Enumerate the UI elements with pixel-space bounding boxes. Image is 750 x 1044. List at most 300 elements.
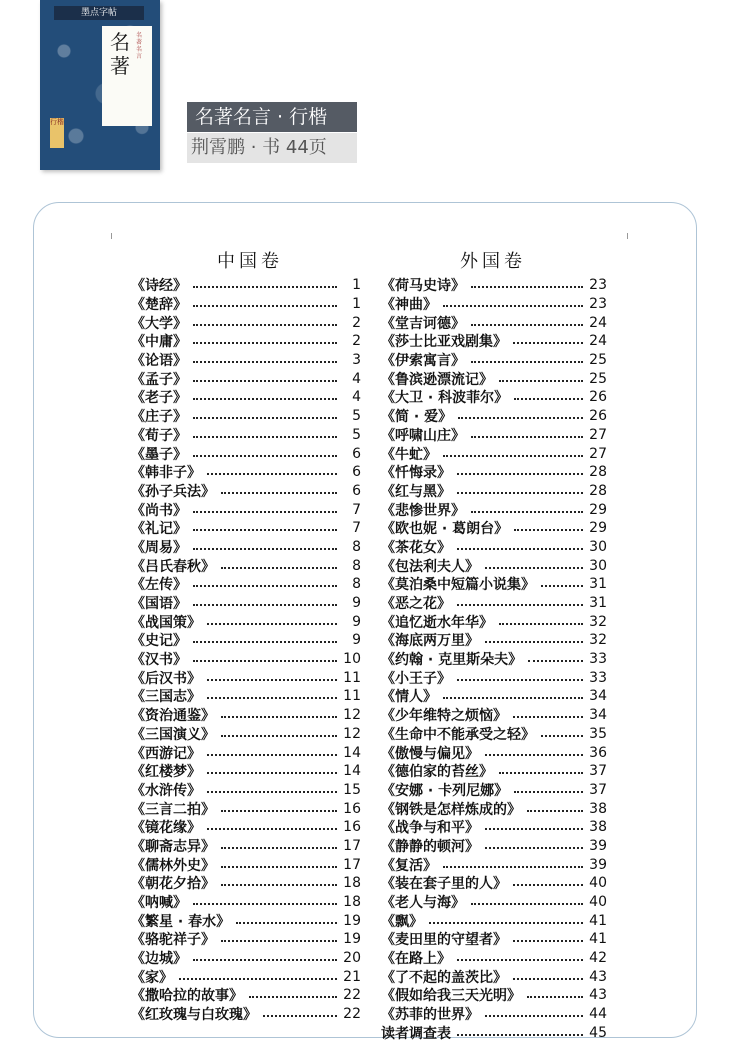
toc-entry (381, 706, 607, 725)
toc-entry (131, 1005, 361, 1024)
toc-entry-leader (207, 791, 337, 793)
toc-entry-title: 《家》 (131, 969, 173, 986)
toc-entry-page: 43 (589, 968, 607, 985)
toc-entry-leader (193, 585, 337, 587)
toc-entry (381, 930, 607, 949)
toc-entry (381, 332, 607, 351)
toc-entry-leader (221, 735, 337, 737)
toc-entry-page: 37 (589, 763, 607, 780)
toc-entry (131, 949, 361, 968)
toc-entry-page: 33 (589, 669, 607, 686)
toc-entry-leader (485, 567, 583, 569)
toc-entry-title: 《后汉书》 (131, 670, 201, 687)
toc-entry-leader (221, 716, 337, 718)
toc-entry (131, 351, 361, 370)
toc-entry-page: 25 (589, 352, 607, 369)
toc-entry-page: 31 (589, 595, 607, 612)
toc-entry-title: 《荷马史诗》 (381, 278, 465, 295)
toc-entry-page: 37 (589, 781, 607, 798)
toc-entry (131, 986, 361, 1005)
book-cover-tag: 行楷 (50, 118, 64, 148)
toc-entry-page: 22 (343, 987, 361, 1004)
toc-entry-title: 《麦田里的守望者》 (381, 932, 507, 949)
toc-entry-leader (457, 548, 583, 550)
toc-entry-title: 《静静的顿河》 (381, 838, 479, 855)
toc-entry-title: 《边城》 (131, 951, 187, 968)
toc-entry-page: 1 (352, 277, 361, 294)
toc-entry-title: 《钢铁是怎样炼成的》 (381, 801, 521, 818)
toc-entry (381, 986, 607, 1005)
toc-entry (131, 332, 361, 351)
toc-entry-page: 17 (343, 837, 361, 854)
toc-entry-title: 《汉书》 (131, 652, 187, 669)
toc-entry-title: 《情人》 (381, 689, 437, 706)
toc-entry-page: 25 (589, 370, 607, 387)
toc-entry-page: 32 (589, 632, 607, 649)
toc-entry-page: 27 (589, 426, 607, 443)
toc-entry-page: 42 (589, 950, 607, 967)
toc-entry (131, 799, 361, 818)
toc-entry-title: 《傲慢与偏见》 (381, 745, 479, 762)
toc-entry (131, 594, 361, 613)
toc-entry-leader (193, 641, 337, 643)
toc-entry (381, 687, 607, 706)
toc-entry-page: 41 (589, 931, 607, 948)
toc-entry (131, 575, 361, 594)
toc-entry-title: 《小王子》 (381, 670, 451, 687)
toc-entry-page: 2 (352, 333, 361, 350)
toc-entry-page: 8 (352, 538, 361, 555)
book-cover-panel (102, 26, 152, 126)
toc-entry-title: 《红与黑》 (381, 483, 451, 500)
toc-entry-title: 《撒哈拉的故事》 (131, 988, 243, 1005)
toc-entry-page: 39 (589, 837, 607, 854)
toc-entry-leader (207, 473, 337, 475)
toc-entry-leader (457, 473, 583, 475)
toc-entry-leader (193, 286, 337, 288)
toc-entry-title: 《呼啸山庄》 (381, 427, 465, 444)
toc-entry-leader (541, 585, 583, 587)
toc-entry (131, 855, 361, 874)
toc-entry-title: 《资治通鉴》 (131, 708, 215, 725)
toc-entry-page: 9 (352, 632, 361, 649)
toc-entry-page: 23 (589, 296, 607, 313)
toc-entry-page: 31 (589, 576, 607, 593)
toc-entry-title: 《墨子》 (131, 446, 187, 463)
toc-entry-leader (193, 398, 337, 400)
toc-entry-leader (513, 884, 583, 886)
toc-entry-title: 《牛虻》 (381, 446, 437, 463)
toc-entry (381, 351, 607, 370)
toc-entry (381, 444, 607, 463)
toc-entry-title: 《约翰 · 克里斯朵夫》 (381, 652, 523, 669)
toc-entry-page: 6 (352, 482, 361, 499)
toc-entry (381, 949, 607, 968)
toc-entry-title: 《三国志》 (131, 689, 201, 706)
toc-entry-page: 30 (589, 538, 607, 555)
toc-entry-leader (485, 754, 583, 756)
toc-entry-title: 《莫泊桑中短篇小说集》 (381, 577, 535, 594)
book-cover-subtitle: 名著名言 (136, 32, 143, 60)
toc-entry-title: 《欧也妮 · 葛朗台》 (381, 521, 509, 538)
toc-entry-title: 《儒林外史》 (131, 857, 215, 874)
toc-entry (381, 818, 607, 837)
toc-entry (381, 1024, 607, 1043)
toc-entry-page: 2 (352, 314, 361, 331)
toc-entry-leader (471, 324, 583, 326)
toc-entry-page: 27 (589, 445, 607, 462)
toc-entry-leader (458, 417, 583, 419)
toc-entry-title: 《三言二拍》 (131, 801, 215, 818)
toc-entry (381, 482, 607, 501)
toc-entry-leader (207, 828, 337, 830)
toc-entry-page: 14 (343, 763, 361, 780)
toc-entry-leader (221, 810, 337, 812)
toc-entry-page: 44 (589, 1006, 607, 1023)
toc-entry-page: 26 (589, 389, 607, 406)
toc-entry-page: 12 (343, 707, 361, 724)
toc-entry-title: 《安娜 · 卡列尼娜》 (381, 782, 509, 799)
toc-entry-leader (457, 1034, 583, 1036)
toc-entry-title: 《飘》 (381, 913, 423, 930)
toc-entry-page: 29 (589, 501, 607, 518)
toc-entry-title: 《复活》 (381, 857, 437, 874)
toc-entry-title: 《包法利夫人》 (381, 558, 479, 575)
toc-entry (131, 967, 361, 986)
toc-entry-leader (485, 847, 583, 849)
toc-entry-page: 10 (343, 651, 361, 668)
toc-entry-page: 16 (343, 800, 361, 817)
toc-entry-leader (514, 529, 583, 531)
toc-entry (381, 893, 607, 912)
toc-entry-leader (193, 342, 337, 344)
toc-entry-page: 39 (589, 856, 607, 873)
toc-entry-page: 7 (352, 520, 361, 537)
toc-entry-title: 读者调查表 (381, 1025, 451, 1042)
toc-entry-title: 《德伯家的苔丝》 (381, 764, 493, 781)
toc-entry-title: 《骆驼祥子》 (131, 932, 215, 949)
toc-entry-page: 38 (589, 819, 607, 836)
toc-entry-title: 《莎士比亚戏剧集》 (381, 334, 507, 351)
toc-entry-page: 22 (343, 1006, 361, 1023)
toc-entry (131, 762, 361, 781)
toc-entry-leader (221, 884, 337, 886)
toc-entry-page: 34 (589, 707, 607, 724)
toc-entry-page: 24 (589, 314, 607, 331)
toc-entry-title: 《繁星 · 春水》 (131, 913, 231, 930)
toc-entry (381, 612, 607, 631)
toc-entry-leader (471, 436, 583, 438)
toc-entry (131, 743, 361, 762)
toc-entry (131, 369, 361, 388)
toc-entry-leader (236, 922, 337, 924)
toc-entry (381, 967, 607, 986)
toc-entry-title: 《装在套子里的人》 (381, 876, 507, 893)
toc-entry (131, 725, 361, 744)
toc-entry (381, 295, 607, 314)
toc-entry-leader (193, 604, 337, 606)
toc-entry (131, 612, 361, 631)
toc-entry-leader (221, 866, 337, 868)
toc-entry-page: 29 (589, 520, 607, 537)
toc-entry-title: 《战国策》 (131, 614, 201, 631)
toc-entry-page: 15 (343, 781, 361, 798)
toc-entry-page: 9 (352, 595, 361, 612)
toc-entry (381, 874, 607, 893)
toc-entry-leader (443, 866, 583, 868)
toc-entry-page: 40 (589, 894, 607, 911)
toc-entry-title: 《大学》 (131, 315, 187, 332)
toc-entry-page: 8 (352, 576, 361, 593)
toc-entry-leader (485, 1015, 583, 1017)
toc-entry-page: 21 (343, 968, 361, 985)
toc-entry-leader (193, 361, 337, 363)
toc-entry (131, 668, 361, 687)
toc-entry-leader (471, 903, 583, 905)
toc-entry-page: 6 (352, 445, 361, 462)
toc-entry-leader (221, 492, 337, 494)
foreign-volume-list (381, 276, 607, 1042)
toc-entry-title: 《西游记》 (131, 745, 201, 762)
toc-entry (381, 500, 607, 519)
toc-entry-leader (193, 417, 337, 419)
toc-entry (131, 911, 361, 930)
toc-entry-title: 《聊斋志异》 (131, 838, 215, 855)
toc-entry (131, 874, 361, 893)
toc-entry (381, 743, 607, 762)
toc-entry-page: 45 (589, 1024, 607, 1041)
toc-entry-title: 《论语》 (131, 353, 187, 370)
toc-entry-leader (513, 940, 583, 942)
toc-entry-title: 《礼记》 (131, 521, 187, 538)
toc-entry-page: 11 (343, 669, 361, 686)
toc-entry-leader (528, 660, 583, 662)
toc-entry-title: 《孟子》 (131, 371, 187, 388)
corner-mark-right (627, 233, 628, 239)
toc-entry-title: 《左传》 (131, 577, 187, 594)
toc-entry-leader (193, 305, 337, 307)
toc-entry (381, 668, 607, 687)
toc-entry-page: 18 (343, 894, 361, 911)
toc-entry-leader (471, 361, 583, 363)
toc-entry (131, 631, 361, 650)
toc-entry-leader (499, 772, 583, 774)
toc-entry-title: 《在路上》 (381, 951, 451, 968)
toc-entry-leader (193, 548, 337, 550)
toc-entry (131, 893, 361, 912)
product-subtitle: 荆霄鹏 · 书 44页 (187, 133, 357, 163)
toc-entry-title: 《红玫瑰与白玫瑰》 (131, 1007, 257, 1024)
toc-entry (131, 482, 361, 501)
toc-entry-leader (193, 511, 337, 513)
toc-entry-title: 《神曲》 (381, 297, 437, 314)
toc-entry-leader (499, 380, 583, 382)
toc-entry-title: 《少年维特之烦恼》 (381, 708, 507, 725)
toc-entry-title: 《鲁滨逊漂流记》 (381, 371, 493, 388)
toc-entry (131, 556, 361, 575)
toc-entry-title: 《老人与海》 (381, 895, 465, 912)
toc-entry-title: 《假如给我三天光明》 (381, 988, 521, 1005)
corner-mark-left (111, 233, 112, 239)
toc-entry-leader (457, 492, 583, 494)
toc-entry-leader (249, 996, 337, 998)
toc-entry (381, 575, 607, 594)
toc-entry-page: 12 (343, 725, 361, 742)
toc-entry (381, 594, 607, 613)
toc-entry-page: 14 (343, 744, 361, 761)
toc-entry-leader (193, 455, 337, 457)
toc-entry (131, 444, 361, 463)
book-brand-label: 墨点字帖 (54, 6, 144, 20)
toc-entry-title: 《简 · 爱》 (381, 409, 453, 426)
toc-entry (131, 706, 361, 725)
toc-entry (131, 388, 361, 407)
toc-entry-title: 《伊索寓言》 (381, 353, 465, 370)
toc-entry-page: 9 (352, 613, 361, 630)
toc-entry-title: 《诗经》 (131, 278, 187, 295)
toc-entry-page: 38 (589, 800, 607, 817)
toc-entry (131, 295, 361, 314)
toc-entry (381, 463, 607, 482)
toc-entry-leader (193, 380, 337, 382)
toc-entry-leader (485, 828, 583, 830)
toc-entry-page: 6 (352, 464, 361, 481)
toc-entry-page: 19 (343, 931, 361, 948)
toc-entry-title: 《大卫 · 科波菲尔》 (381, 390, 509, 407)
toc-entry-title: 《红楼梦》 (131, 764, 201, 781)
toc-entry (381, 426, 607, 445)
toc-entry-leader (263, 1015, 337, 1017)
toc-entry (381, 369, 607, 388)
chinese-volume-list (131, 276, 361, 1024)
toc-entry-title: 《吕氏春秋》 (131, 558, 215, 575)
toc-entry (381, 781, 607, 800)
toc-entry-title: 《孙子兵法》 (131, 483, 215, 500)
toc-entry-page: 17 (343, 856, 361, 873)
toc-entry-page: 4 (352, 370, 361, 387)
toc-entry-page: 1 (352, 296, 361, 313)
toc-entry-page: 26 (589, 408, 607, 425)
toc-entry-title: 《悲惨世界》 (381, 502, 465, 519)
toc-entry-title: 《老子》 (131, 390, 187, 407)
toc-entry (381, 855, 607, 874)
toc-entry-page: 19 (343, 912, 361, 929)
toc-entry-leader (514, 791, 583, 793)
toc-entry-title: 《尚书》 (131, 502, 187, 519)
toc-entry-page: 4 (352, 389, 361, 406)
toc-entry-title: 《楚辞》 (131, 297, 187, 314)
toc-entry-leader (207, 772, 337, 774)
toc-entry-title: 《忏悔录》 (381, 465, 451, 482)
toc-entry-page: 32 (589, 613, 607, 630)
toc-entry-page: 3 (352, 352, 361, 369)
toc-entry (381, 538, 607, 557)
toc-entry-title: 《荀子》 (131, 427, 187, 444)
toc-entry-leader (207, 697, 337, 699)
toc-entry-title: 《生命中不能承受之轻》 (381, 726, 535, 743)
toc-entry-page: 35 (589, 725, 607, 742)
toc-entry (381, 725, 607, 744)
toc-entry-title: 《镜花缘》 (131, 820, 201, 837)
toc-entry (381, 799, 607, 818)
toc-entry-title: 《战争与和平》 (381, 820, 479, 837)
toc-entry (381, 519, 607, 538)
toc-entry-page: 34 (589, 688, 607, 705)
toc-entry-leader (457, 959, 583, 961)
toc-entry (381, 762, 607, 781)
toc-entry-leader (193, 436, 337, 438)
toc-entry-title: 《韩非子》 (131, 465, 201, 482)
chinese-volume-header: 中国卷 (217, 251, 283, 272)
toc-entry-leader (193, 660, 337, 662)
toc-entry (381, 313, 607, 332)
toc-entry-title: 《史记》 (131, 633, 187, 650)
toc-entry-leader (429, 922, 583, 924)
toc-entry-page: 43 (589, 987, 607, 1004)
toc-entry-title: 《海底两万里》 (381, 633, 479, 650)
toc-entry-leader (207, 623, 337, 625)
toc-entry-leader (527, 810, 583, 812)
toc-entry-leader (443, 697, 583, 699)
toc-entry-page: 28 (589, 482, 607, 499)
toc-entry-leader (485, 641, 583, 643)
toc-entry (131, 463, 361, 482)
toc-entry (131, 500, 361, 519)
toc-entry-title: 《了不起的盖茨比》 (381, 969, 507, 986)
toc-entry (381, 1005, 607, 1024)
toc-entry-page: 7 (352, 501, 361, 518)
toc-entry (131, 930, 361, 949)
toc-entry (131, 837, 361, 856)
foreign-volume-header: 外国卷 (460, 251, 526, 272)
toc-entry-leader (221, 847, 337, 849)
book-cover-image (40, 0, 160, 170)
toc-entry-title: 《国语》 (131, 596, 187, 613)
toc-entry-page: 8 (352, 557, 361, 574)
toc-entry (131, 407, 361, 426)
toc-entry (381, 276, 607, 295)
toc-entry-page: 40 (589, 875, 607, 892)
toc-entry-leader (514, 398, 583, 400)
toc-entry-leader (457, 679, 583, 681)
toc-entry-title: 《中庸》 (131, 334, 187, 351)
toc-entry-title: 《庄子》 (131, 409, 187, 426)
toc-entry-leader (457, 604, 583, 606)
toc-entry-leader (193, 903, 337, 905)
toc-entry (381, 650, 607, 669)
toc-entry-page: 20 (343, 950, 361, 967)
toc-entry (131, 687, 361, 706)
book-cover-title: 名著 (110, 30, 130, 78)
toc-entry-page: 16 (343, 819, 361, 836)
toc-entry-leader (471, 511, 583, 513)
toc-entry-title: 《周易》 (131, 539, 187, 556)
toc-entry (131, 426, 361, 445)
toc-entry (131, 538, 361, 557)
toc-entry-leader (207, 754, 337, 756)
toc-entry (131, 650, 361, 669)
toc-entry-leader (499, 623, 583, 625)
toc-entry-leader (193, 324, 337, 326)
toc-entry-leader (527, 996, 583, 998)
toc-entry (381, 407, 607, 426)
toc-entry-title: 《朝花夕拾》 (131, 876, 215, 893)
toc-entry-leader (193, 529, 337, 531)
toc-entry-leader (221, 940, 337, 942)
toc-entry-leader (513, 978, 583, 980)
toc-entry-title: 《茶花女》 (381, 539, 451, 556)
toc-entry-leader (221, 567, 337, 569)
